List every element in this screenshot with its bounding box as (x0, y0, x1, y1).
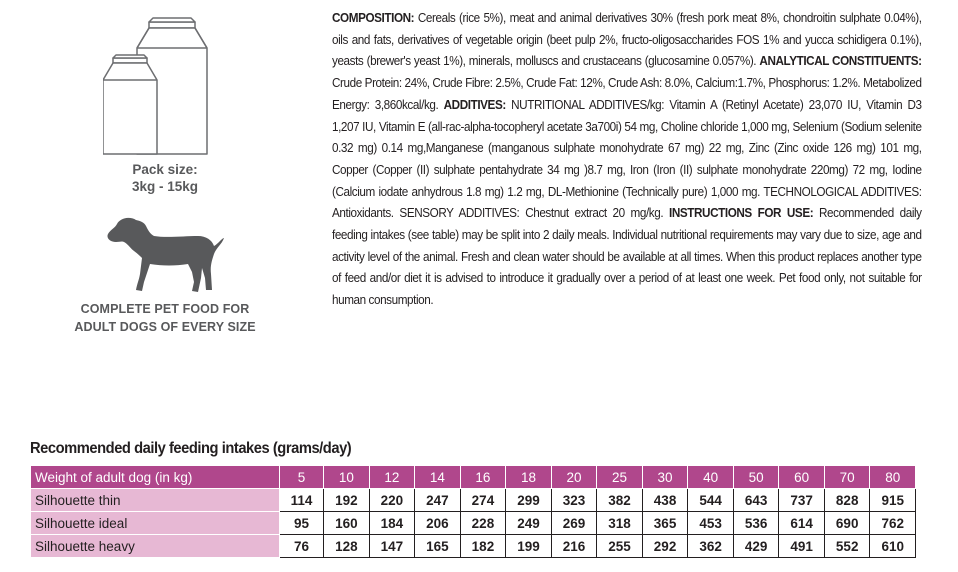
weight-header-cell: 14 (415, 466, 461, 489)
table-row (31, 512, 916, 535)
intake-value-cell: 206 (415, 512, 461, 535)
intake-value-cell: 255 (597, 535, 643, 558)
intake-value-cell: 536 (733, 512, 779, 535)
weight-header-cell: 80 (870, 466, 916, 489)
feeding-table-body (31, 489, 916, 558)
intake-value-cell: 737 (779, 489, 825, 512)
intake-value-cell: 274 (460, 489, 506, 512)
intake-value-cell: 762 (870, 512, 916, 535)
intake-value-cell: 299 (506, 489, 552, 512)
composition-text (332, 8, 922, 312)
intake-value-cell: 199 (506, 535, 552, 558)
pack-size-label: Pack size: (132, 162, 198, 177)
additives-heading: ADDITIVES: (443, 97, 506, 112)
tagline-line-2: ADULT DOGS OF EVERY SIZE (74, 320, 256, 334)
intake-value-cell: 690 (824, 512, 870, 535)
intake-value-cell: 192 (324, 489, 370, 512)
weight-header-cell: 18 (506, 466, 552, 489)
intake-value-cell: 216 (551, 535, 597, 558)
weight-header-cell: 10 (324, 466, 370, 489)
pack-size (40, 161, 290, 195)
analytical-heading: ANALYTICAL CONSTITUENTS: (759, 54, 922, 69)
intake-value-cell: 544 (688, 489, 734, 512)
intake-value-cell: 165 (415, 535, 461, 558)
table-row (31, 489, 916, 512)
weight-header-cell: 70 (824, 466, 870, 489)
weight-header-label: Weight of adult dog (in kg) (31, 466, 280, 489)
intake-value-cell: 915 (870, 489, 916, 512)
intake-value-cell: 429 (733, 535, 779, 558)
pack-size-value: 3kg - 15kg (131, 179, 199, 194)
intake-value-cell: 249 (506, 512, 552, 535)
intake-value-cell: 318 (597, 512, 643, 535)
composition-body: Cereals (rice 5%), meat and animal derivatives 30% (fresh pork meat 8%, chondroitin sulphate 0.04%), oils and fats, derivatives of vegetable origin (beet pulp 2%, fructo-oligosaccharides FOS 1% and yucca schidigera 0.1%), yeasts (brewer's yeast 1%), minerals, molluscs and crustaceans (glucosamine 0.057%). (332, 11, 922, 69)
tagline-line-1: COMPLETE PET FOOD FOR (80, 302, 250, 316)
intake-value-cell: 438 (642, 489, 688, 512)
intake-value-cell: 610 (870, 535, 916, 558)
intake-value-cell: 247 (415, 489, 461, 512)
weight-header-cell: 5 (280, 466, 324, 489)
analytical-body: Crude Protein: 24%, Crude Fibre: 2.5%, Crude Fat: 12%, Crude Ash: 8.0%, Calcium:1.7%, Phosphorus: 1.2%. Metabolized Energy: 3,860kcal/kg. (332, 76, 922, 112)
intake-value-cell: 292 (642, 535, 688, 558)
composition-heading: COMPOSITION: (332, 11, 415, 25)
product-tagline (40, 300, 290, 336)
additives-body: NUTRITIONAL ADDITIVES/kg: Vitamin A (Retinyl Acetate) 23,070 IU, Vitamin D3 1,207 IU, Vitamin E (all-rac-alpha-tocopheryl acetate 3a700i) 54 mg, Choline chloride 1,000 mg, Selenium (Sodium selenite 0.32 mg) 0.14 mg,Manganese (manganous sulphate monohydrate 67 mg) 22 mg, Zinc (Zinc oxide 126 mg) 101 mg, Copper (Copper (II) sulphate pentahydrate 34 mg )8.7 mg, Iron (Iron (II) sulphate monohydrate 220mg) 72 mg, Iodine (Calcium iodate anhydrous 1.8 mg) 1.2 mg, DL-Methionine (Technically pure) 1,000 mg. TECHNOLOGICAL ADDITIVES: Antioxidants. SENSORY ADDITIVES: Chestnut extract 20 mg/kg. (332, 97, 922, 221)
weight-header-cell: 60 (779, 466, 825, 489)
intake-value-cell: 828 (824, 489, 870, 512)
intake-value-cell: 182 (460, 535, 506, 558)
product-info-column (40, 0, 290, 340)
feeding-table (30, 465, 916, 558)
food-bags-icon (103, 14, 243, 160)
intake-value-cell: 365 (642, 512, 688, 535)
intake-value-cell: 491 (779, 535, 825, 558)
intake-value-cell: 552 (824, 535, 870, 558)
table-row (31, 535, 916, 558)
intake-value-cell: 382 (597, 489, 643, 512)
instructions-body: Recommended daily feeding intakes (see table) may be split into 2 daily meals. Individual nutritional requirements may vary due to size, age and activity level of the animal. Fresh and clean water should be available at all times. When this product replaces another type of feed and/or diet it is advised to introduce it gradually over a period of at least one week. Pet food only, not suitable for human consumption. (332, 206, 922, 308)
intake-value-cell: 160 (324, 512, 370, 535)
weight-header-cell: 20 (551, 466, 597, 489)
weight-header-cell: 40 (688, 466, 734, 489)
instructions-heading: INSTRUCTIONS FOR USE: (668, 206, 814, 221)
intake-value-cell: 228 (460, 512, 506, 535)
dog-silhouette-icon (106, 214, 226, 294)
intake-value-cell: 643 (733, 489, 779, 512)
intake-value-cell: 323 (551, 489, 597, 512)
intake-value-cell: 76 (280, 535, 324, 558)
row-label: Silhouette heavy (31, 535, 280, 558)
intake-value-cell: 220 (369, 489, 415, 512)
intake-value-cell: 269 (551, 512, 597, 535)
weight-header-cell: 12 (369, 466, 415, 489)
row-label: Silhouette thin (31, 489, 280, 512)
intake-value-cell: 128 (324, 535, 370, 558)
intake-value-cell: 453 (688, 512, 734, 535)
weight-header-cell: 50 (733, 466, 779, 489)
intake-value-cell: 114 (280, 489, 324, 512)
intake-value-cell: 362 (688, 535, 734, 558)
weight-header-cell: 25 (597, 466, 643, 489)
intake-value-cell: 147 (369, 535, 415, 558)
intake-value-cell: 95 (280, 512, 324, 535)
feeding-table-header-row (31, 466, 916, 489)
feeding-table-title: Recommended daily feeding intakes (grams/day) (30, 440, 352, 457)
intake-value-cell: 614 (779, 512, 825, 535)
weight-header-cell: 30 (642, 466, 688, 489)
weight-header-cell: 16 (460, 466, 506, 489)
row-label: Silhouette ideal (31, 512, 280, 535)
intake-value-cell: 184 (369, 512, 415, 535)
